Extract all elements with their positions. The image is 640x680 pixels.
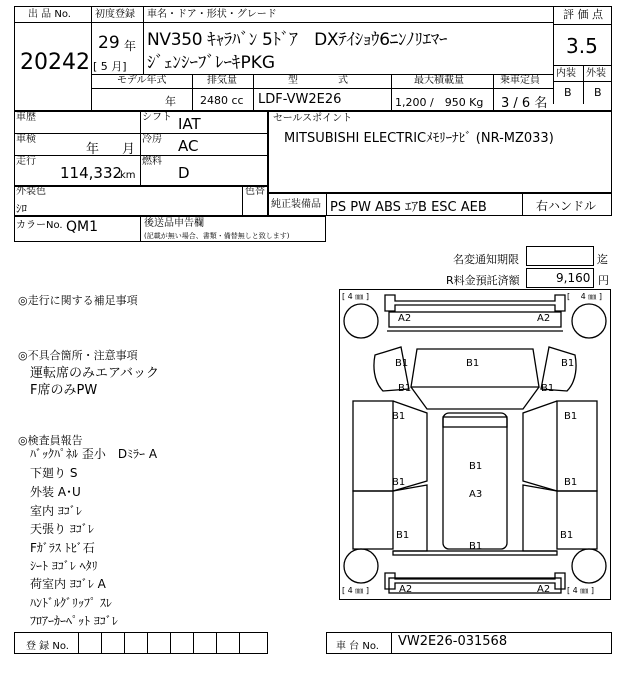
model-year-label: モデル年式 bbox=[117, 75, 167, 86]
tire-rear-left bbox=[344, 549, 378, 583]
car-name-label: 車名・ドア・形状・グレード bbox=[147, 9, 277, 20]
door-right bbox=[523, 401, 557, 491]
mark-front-door-right: B1 bbox=[541, 383, 555, 394]
ac-value: AC bbox=[178, 137, 199, 155]
interior-grade: B bbox=[564, 86, 572, 99]
tire-front-left bbox=[344, 304, 378, 338]
tire-depth-fr: [ 4 ㎜ ] bbox=[567, 292, 602, 301]
model-label: 型 式 bbox=[288, 75, 348, 86]
ext-color-frame bbox=[14, 186, 268, 216]
year-unit: 年 bbox=[124, 39, 137, 53]
exterior-label: 外装 bbox=[586, 68, 606, 79]
defect-item: F席のみPW bbox=[30, 383, 98, 398]
inspector-item: ﾊﾞｯｸﾊﾟﾈﾙ 歪小 Dﾐﾗｰ A bbox=[30, 447, 158, 461]
color-no-label: カラーNo. bbox=[16, 220, 63, 231]
history-label: 車歴 bbox=[16, 112, 36, 123]
defects-title: ◎不具合箇所・注意事項 bbox=[18, 349, 138, 362]
ext-color-label: 外装色 bbox=[16, 186, 46, 197]
inspector-item: 室内 ﾖｺﾞﾚ bbox=[30, 504, 82, 518]
front-bumper-top bbox=[385, 295, 565, 311]
mark-rear-side-left: B1 bbox=[392, 477, 406, 488]
first-reg-year: 29 bbox=[98, 33, 120, 53]
name-change-label: 名変通知期限 bbox=[453, 253, 519, 266]
windshield bbox=[411, 387, 539, 409]
reg-no-label: 登 録 No. bbox=[26, 641, 69, 652]
recycle-label: R料金預託済額 bbox=[446, 274, 520, 287]
sales-point-value: MITSUBISHI ELECTRICﾒﾓﾘｰﾅﾋﾞ (NR-MZ033) bbox=[284, 131, 554, 146]
first-reg-label: 初度登録 bbox=[95, 9, 135, 20]
defect-item: 運転席のみエアバック bbox=[30, 366, 159, 381]
mark-roof: B1 bbox=[469, 461, 483, 472]
rear-side-left bbox=[353, 491, 393, 549]
sales-point-label: セールスポイント bbox=[273, 113, 353, 124]
name-change-unit: 迄 bbox=[597, 253, 608, 266]
mark-roof-a3: A3 bbox=[469, 489, 483, 500]
mark-rear-center: B1 bbox=[469, 541, 483, 552]
lot-label: 出 品 No. bbox=[28, 9, 71, 20]
recycle-value: 9,160 bbox=[556, 271, 591, 285]
fuel-value: D bbox=[178, 164, 190, 182]
mark-rear-side-right: B1 bbox=[564, 477, 578, 488]
side-left bbox=[353, 401, 393, 491]
recycle-unit: 円 bbox=[598, 274, 609, 287]
lot-number: 20242 bbox=[20, 50, 90, 75]
roof bbox=[443, 413, 507, 549]
ac-label: 冷房 bbox=[142, 134, 162, 145]
inspector-title: ◎検査員報告 bbox=[18, 434, 83, 447]
shaken-label: 車検 bbox=[16, 134, 36, 145]
equipment-label: 純正装備品 bbox=[271, 199, 321, 210]
mileage-unit: km bbox=[120, 170, 136, 181]
inspector-item: 天張り ﾖｺﾞﾚ bbox=[30, 522, 94, 536]
inspector-item: ﾊﾝﾄﾞﾙｸﾞﾘｯﾌﾟ ｽﾚ bbox=[30, 596, 112, 610]
ext-color-value: ｼﾛ bbox=[16, 202, 27, 215]
mark-side-right: B1 bbox=[564, 411, 578, 422]
mark-rear-left: B1 bbox=[396, 530, 410, 541]
driving-notes-title: ◎走行に関する補足事項 bbox=[18, 294, 138, 307]
rear-door-right bbox=[523, 485, 557, 551]
capacity-value: 3 / 6 名 bbox=[501, 96, 548, 111]
mark-fender-right: B1 bbox=[561, 358, 575, 369]
mark-front-door-left: B1 bbox=[398, 383, 412, 394]
shaken-year-unit: 年 bbox=[86, 142, 100, 157]
inspector-item: ﾌﾛｱｰｶｰﾍﾟｯﾄ ﾖｺﾞﾚ bbox=[30, 614, 118, 628]
roof-front bbox=[443, 417, 507, 427]
mark-front-bumper-right: A2 bbox=[537, 313, 551, 324]
equipment-value: PS PW ABS ｴｱB ESC AEB bbox=[330, 200, 487, 215]
vehicle-condition-diagram bbox=[339, 289, 611, 600]
exterior-grade: B bbox=[594, 86, 602, 99]
details-frame bbox=[14, 111, 268, 186]
tire-depth-fl: [ 4 ㎜ ] bbox=[342, 292, 369, 301]
interior-label: 内装 bbox=[556, 68, 576, 79]
mark-rear-bumper-right: A2 bbox=[537, 584, 551, 595]
aftermarket-note: (記載が無い場合、書類・備替無しと致します) bbox=[144, 232, 290, 240]
score-label: 評 価 点 bbox=[563, 8, 603, 21]
aftermarket-label: 後送品申告欄 bbox=[144, 218, 204, 229]
tire-rear-right bbox=[572, 549, 606, 583]
tire-front-right bbox=[572, 304, 606, 338]
displacement-label: 排気量 bbox=[207, 75, 237, 86]
shaken-month-unit: 月 bbox=[122, 142, 136, 157]
name-change-box bbox=[526, 246, 594, 266]
displacement-value: 2480 cc bbox=[200, 94, 244, 107]
tire-depth-rr: [ 4 ㎜ ] bbox=[567, 586, 594, 595]
mark-rear-bumper-left: A2 bbox=[399, 584, 413, 595]
rear-door-left bbox=[393, 485, 427, 551]
car-name-line2: ｼﾞｪﾝｼｰﾌﾞﾚｰｷPKG bbox=[147, 53, 276, 73]
front-bumper bbox=[389, 312, 561, 327]
rear-bumper bbox=[389, 578, 561, 593]
mark-side-left: B1 bbox=[392, 411, 406, 422]
chassis-number: VW2E26-031568 bbox=[398, 634, 508, 649]
inspector-item: 下廻り S bbox=[30, 466, 78, 480]
car-name-line1: NV350 ｷｬﾗﾊﾞﾝ 5ﾄﾞｱ DXﾃｲｼｮｳ6ﾆﾝﾉﾘｴﾏｰ bbox=[147, 30, 448, 50]
inspector-item: 外装 A･U bbox=[30, 485, 81, 499]
first-reg-month: [ 5 月] bbox=[93, 60, 127, 73]
fuel-label: 燃料 bbox=[142, 156, 162, 167]
model-year-unit: 年 bbox=[165, 95, 176, 108]
score-value: 3.5 bbox=[566, 34, 598, 58]
inspector-item: 荷室内 ﾖｺﾞﾚ A bbox=[30, 577, 106, 591]
mileage-value: 114,332 bbox=[60, 164, 123, 182]
shift-label: シフト bbox=[142, 112, 172, 123]
max-load-label: 最大積載量 bbox=[414, 75, 464, 86]
color-change-label: 色替 bbox=[245, 186, 265, 197]
inspector-item: Fｶﾞﾗｽ ﾄﾋﾞ石 bbox=[30, 541, 95, 555]
capacity-label: 乗車定員 bbox=[500, 75, 540, 86]
max-load-value: 1,200 / 950 Kg bbox=[395, 96, 484, 109]
model-value: LDF-VW2E26 bbox=[258, 92, 342, 107]
mileage-label: 走行 bbox=[16, 156, 36, 167]
mark-rear-right: B1 bbox=[560, 530, 574, 541]
mark-fender-left: B1 bbox=[395, 358, 409, 369]
inspector-item: ｼｰﾄ ﾖｺﾞﾚ ﾍﾀﾘ bbox=[30, 559, 98, 573]
steering-value: 右ハンドル bbox=[536, 199, 597, 213]
color-no-value: QM1 bbox=[66, 219, 99, 235]
shift-value: IAT bbox=[178, 115, 201, 133]
mark-hood: B1 bbox=[466, 358, 480, 369]
mark-front-bumper-left: A2 bbox=[398, 313, 412, 324]
diagram-frame bbox=[340, 290, 611, 600]
tire-depth-rl: [ 4 ㎜ ] bbox=[342, 586, 369, 595]
chassis-label: 車 台 No. bbox=[336, 641, 379, 652]
